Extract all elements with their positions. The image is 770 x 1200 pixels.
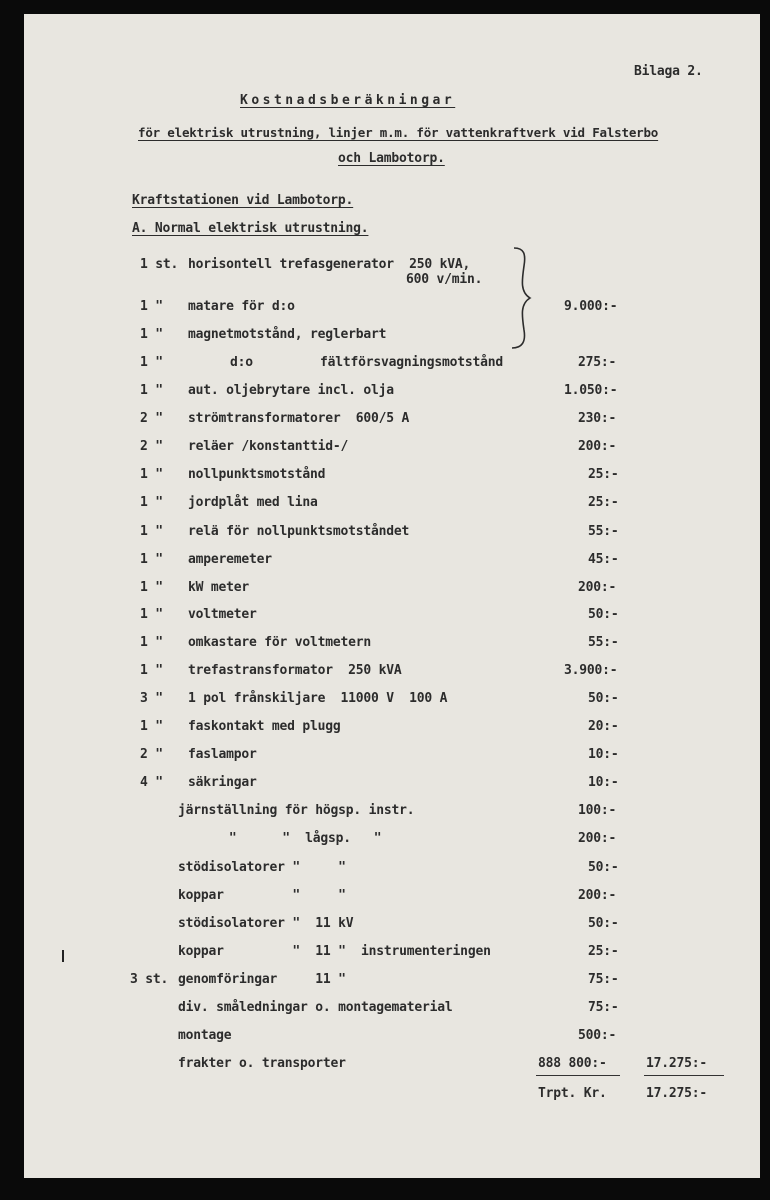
- curly-brace-icon: [508, 246, 538, 350]
- row-qty: 2 ": [140, 411, 163, 426]
- document-page: [24, 14, 760, 1178]
- row-qty: 1 ": [140, 327, 163, 342]
- row-amount: 45:-: [588, 552, 619, 567]
- row-amount: 75:-: [588, 1000, 619, 1015]
- row-amount: 10:-: [588, 747, 619, 762]
- row-desc: faslampor: [188, 747, 257, 762]
- section-subheading: A. Normal elektrisk utrustning.: [132, 221, 369, 236]
- row-qty: 1 ": [140, 719, 163, 734]
- row-amount: 55:-: [588, 524, 619, 539]
- row-qty: 1 st.: [140, 257, 179, 272]
- row-desc: säkringar: [188, 775, 257, 790]
- row-amount: 200:-: [578, 580, 617, 595]
- row-desc: horisontell trefasgenerator 250 kVA,: [188, 257, 471, 272]
- row-desc: koppar " ": [178, 888, 346, 903]
- row-desc: faskontakt med plugg: [188, 719, 341, 734]
- section-heading: Kraftstationen vid Lambotorp.: [132, 193, 354, 208]
- row-desc: trefastransformator 250 kVA: [188, 663, 402, 678]
- row-desc: jordplåt med lina: [188, 495, 318, 510]
- row-amount: 200:-: [578, 888, 617, 903]
- row-desc: reläer /konstanttid-/: [188, 439, 349, 454]
- row-desc: järnställning för högsp. instr.: [178, 803, 415, 818]
- row-desc: div. småledningar o. montagematerial: [178, 1000, 453, 1015]
- margin-mark: [62, 950, 64, 962]
- carry-label: Trpt. Kr.: [538, 1086, 607, 1101]
- row-desc: 1 pol frånskiljare 11000 V 100 A: [188, 691, 448, 706]
- row-qty: 1 ": [140, 383, 163, 398]
- row-amount: 888 800:-: [538, 1056, 607, 1071]
- row-desc: magnetmotstånd, reglerbart: [188, 327, 387, 342]
- row-amount: 25:-: [588, 944, 619, 959]
- row-amount: 25:-: [588, 467, 619, 482]
- row-amount: 200:-: [578, 439, 617, 454]
- row-qty: 4 ": [140, 775, 163, 790]
- row-amount: 55:-: [588, 635, 619, 650]
- row-desc: relä för nollpunktsmotståndet: [188, 524, 410, 539]
- row-qty: 1 ": [140, 635, 163, 650]
- row-qty: 1 ": [140, 663, 163, 678]
- row-desc: frakter o. transporter: [178, 1056, 346, 1071]
- row-amount: 75:-: [588, 972, 619, 987]
- row-qty: 3 ": [140, 691, 163, 706]
- sum-underline: [536, 1075, 620, 1076]
- row-desc: stödisolatorer " 11 kV: [178, 916, 354, 931]
- row-qty: 1 ": [140, 607, 163, 622]
- row-amount: 50:-: [588, 691, 619, 706]
- sum-underline: [644, 1075, 724, 1076]
- document-title: Kostnadsberäkningar: [240, 93, 456, 108]
- row-amount: 50:-: [588, 607, 619, 622]
- row-desc: omkastare för voltmetern: [188, 635, 372, 650]
- row-amount: 9.000:-: [564, 299, 618, 314]
- row-qty: 3 st.: [130, 972, 169, 987]
- row-qty: 1 ": [140, 580, 163, 595]
- row-desc: matare för d:o: [188, 299, 295, 314]
- row-desc-cont: fältförsvagningsmotstånd: [320, 355, 504, 370]
- row-amount: 275:-: [578, 355, 617, 370]
- row-amount: 3.900:-: [564, 663, 618, 678]
- row-desc: 600 v/min.: [406, 272, 483, 287]
- row-amount: 10:-: [588, 775, 619, 790]
- row-amount: 100:-: [578, 803, 617, 818]
- row-qty: 2 ": [140, 439, 163, 454]
- row-desc: stödisolatorer " ": [178, 860, 346, 875]
- row-amount: 1.050:-: [564, 383, 618, 398]
- row-qty: 1 ": [140, 552, 163, 567]
- row-amount: 50:-: [588, 860, 619, 875]
- row-desc: genomföringar 11 ": [178, 972, 346, 987]
- document-subtitle-line1: för elektrisk utrustning, linjer m.m. för vattenkraftverk vid Falsterbo: [138, 125, 659, 140]
- row-desc: nollpunktsmotstånd: [188, 467, 326, 482]
- row-amount: 200:-: [578, 831, 617, 846]
- row-desc: koppar " 11 " instrumenteringen: [178, 944, 491, 959]
- row-amount: 20:-: [588, 719, 619, 734]
- row-amount: 25:-: [588, 495, 619, 510]
- row-desc: voltmeter: [188, 607, 257, 622]
- row-desc: aut. oljebrytare incl. olja: [188, 383, 394, 398]
- row-qty: 1 ": [140, 467, 163, 482]
- row-qty: 2 ": [140, 747, 163, 762]
- row-desc: kW meter: [188, 580, 250, 595]
- row-desc: " " lågsp. ": [206, 831, 382, 846]
- document-subtitle-line2: och Lambotorp.: [338, 151, 445, 166]
- row-amount: 500:-: [578, 1028, 617, 1043]
- row-qty: 1 ": [140, 524, 163, 539]
- row-desc: amperemeter: [188, 552, 272, 567]
- appendix-label: Bilaga 2.: [634, 64, 703, 79]
- row-desc: strömtransformatorer 600/5 A: [188, 411, 410, 426]
- row-desc: d:o: [230, 355, 253, 370]
- row-qty: 1 ": [140, 355, 163, 370]
- row-qty: 1 ": [140, 495, 163, 510]
- subtotal-value: 17.275:-: [646, 1056, 708, 1071]
- row-amount: 230:-: [578, 411, 617, 426]
- row-desc: montage: [178, 1028, 232, 1043]
- row-qty: 1 ": [140, 299, 163, 314]
- carry-value: 17.275:-: [646, 1086, 708, 1101]
- row-amount: 50:-: [588, 916, 619, 931]
